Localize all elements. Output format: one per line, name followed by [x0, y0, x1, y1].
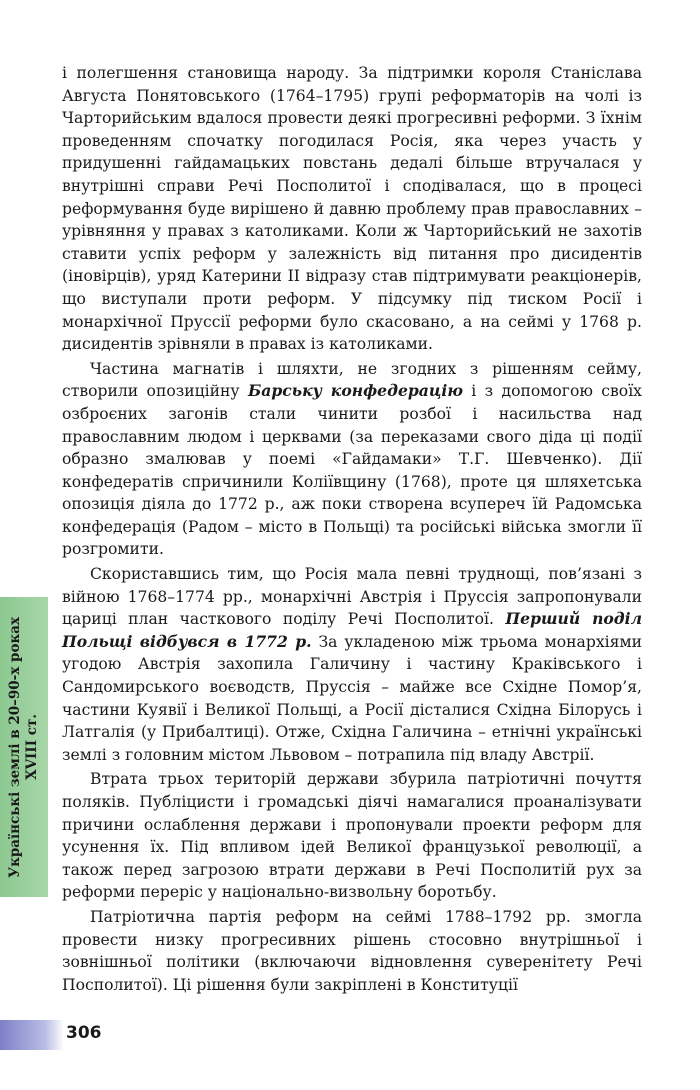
chapter-side-tab-line-1: Українські землі в 20–90-х роках — [7, 616, 23, 878]
chapter-side-tab-line-2: XVIII ст. — [24, 714, 40, 780]
chapter-side-tab — [0, 597, 48, 897]
paragraph-text: і полегшення становища народу. За підтримки короля Станіслава Августа Понятовського (1764–1795) групі реформаторів на чолі із Чарторийським вдалося провести деякі прогресивні реформи. З їхнім проведенням спочатку погодилася Росія, яка через участь у придушенні гайдамацьких повстань дедалі більше втручалася у внутрішні справи Речі Посполитої і сподівалася, що в процесі реформування буде вирішено й давню проблему прав православних – урівняння у правах з католиками. Коли ж Чарторийський не захотів ставити успіх реформ у залежність від питання про дисидентів (іновірців), уряд Катерини II відразу став підтримувати реакціонерів, що виступали проти реформ. У підсумку під тиском Росії і монархічної Пруссії реформи було скасовано, а на сеймі у 1768 р. дисидентів зрівняли в правах із католиками. — [62, 64, 642, 354]
paragraph-text: і з допомогою своїх озброєних загонів стали чинити розбої і насильства над православним людом і церквами (за переказами свого діда ці події образно змалював у поемі «Гайдамаки» Т.Г. Шевченко). Дії конфедератів спричинили Коліївщину (1768), проте ця шляхетська опозиція діяла до 1772 р., аж поки створена всупереч їй Радомська конфедерація (Радом – місто в Польщі) та російські війська змогли її розгромити. — [62, 382, 642, 559]
paragraph-1 — [62, 62, 642, 356]
paragraph-5 — [62, 906, 642, 996]
emphasized-term-bar-confederation: Барську конфедерацію — [247, 381, 463, 401]
paragraph-4 — [62, 768, 642, 904]
paragraph-text: Частина магнатів і шляхти, не згодних з рішенням сейму, створили опозиційну — [62, 359, 642, 401]
paragraph-text: Патріотична партія реформ на сеймі 1788–1792 рр. змогла провести низку прогресивних рішень стосовно внутрішньої і зовнішньої політики (включаючи відновлення суверенітету Речі Посполитої). Ці рішення були закріплені в Конституції — [62, 907, 642, 994]
page-number: 306 — [66, 1023, 102, 1043]
paragraph-3 — [62, 563, 642, 766]
page-number-bar — [0, 1020, 64, 1050]
chapter-side-tab-label — [7, 617, 41, 878]
paragraph-text: Втрата трьох територій держави збурила патріотичні почуття поляків. Публіцисти і громадські діячі намагалися проаналізувати причини ослаблення держави і пропонували проекти реформ для усунення їх. Під впливом ідей Великої французької революції, а також перед загрозою втрати держави в Речі Посполитій рух за реформи переріс у національно-визвольну боротьбу. — [62, 770, 642, 902]
paragraph-text: За укладеною між трьома монархіями угодою Австрія захопила Галичину і частину Краківського і Сандомирського воєводств, Пруссія – майже все Східне Помор’я, частини Куявії і Великої Польщі, а Росії дісталися Східна Білорусь і Латгалія (у Прибалтиці). Отже, Східна Галичина – етнічні українські землі з головним містом Львовом – потрапила під владу Австрії. — [62, 632, 642, 764]
paragraph-text: Скориставшись тим, що Росія мала певні труднощі, пов’язані з війною 1768–1774 рр., монархічні Австрія і Пруссія запропонували цариці план часткового поділу Речі Посполитої. — [62, 565, 642, 629]
body-text — [62, 62, 642, 998]
paragraph-2 — [62, 358, 642, 561]
emphasized-term-first-partition: Перший поділ Польщі відбувся в 1772 р. — [62, 609, 642, 651]
